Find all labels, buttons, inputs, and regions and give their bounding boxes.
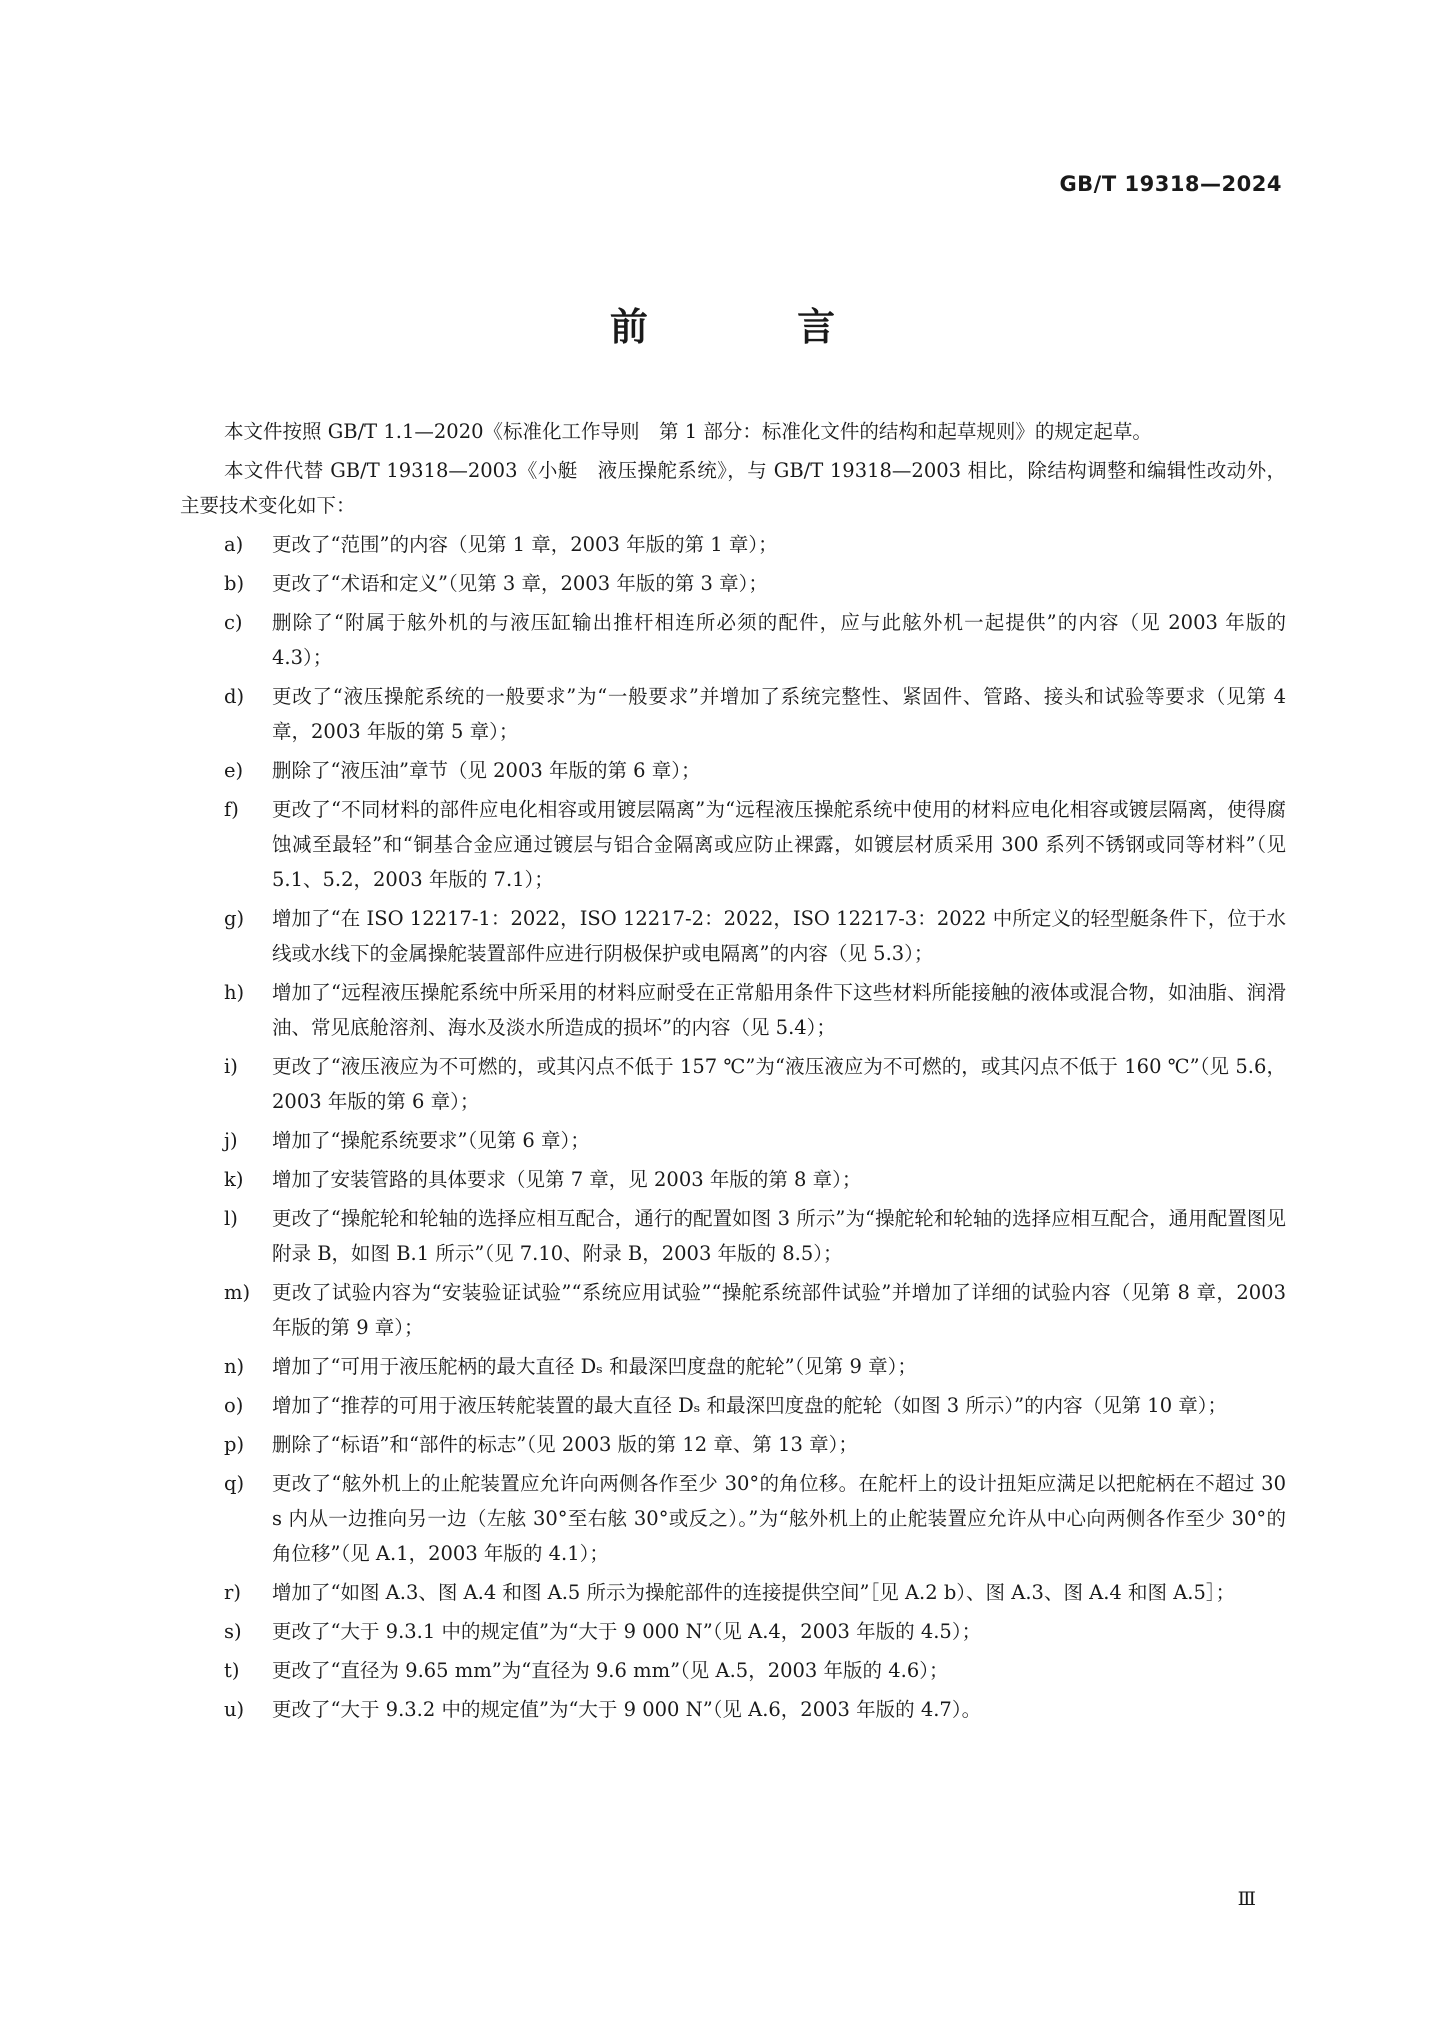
item-label: s) xyxy=(224,1620,242,1643)
list-item xyxy=(180,1575,1286,1610)
item-label: c) xyxy=(224,611,243,634)
item-text: 删除了“标语”和“部件的标志”（见 2003 版的第 12 章、第 13 章）； xyxy=(272,1433,858,1456)
page-title: 前 言 xyxy=(609,305,904,349)
page-number: Ⅲ xyxy=(1237,1888,1257,1910)
list-item xyxy=(180,792,1286,897)
item-label: k) xyxy=(224,1168,244,1191)
item-text: 更改了“操舵轮和轮轴的选择应相互配合，通行的配置如图 3 所示”为“操舵轮和轮轴的选择应相互配合，通用配置图见附录 B，如图 B.1 所示”（见 7.10、附录 B，2003 年版的 8.5）； xyxy=(272,1207,1286,1265)
item-label: t) xyxy=(224,1659,240,1682)
item-text: 增加了“如图 A.3、图 A.4 和图 A.5 所示为操舵部件的连接提供空间”［见 A.2 b）、图 A.3、图 A.4 和图 A.5］； xyxy=(272,1581,1236,1604)
item-label: u) xyxy=(224,1698,245,1721)
item-text: 更改了“大于 9.3.2 中的规定值”为“大于 9 000 N”（见 A.6，2003 年版的 4.7）。 xyxy=(272,1698,982,1721)
foreword-body xyxy=(180,414,1286,1731)
item-label: n) xyxy=(224,1355,245,1378)
item-label: p) xyxy=(224,1433,245,1456)
list-item xyxy=(180,753,1286,788)
list-item xyxy=(180,1614,1286,1649)
list-item xyxy=(180,527,1286,562)
paragraph-replacement: 本文件代替 GB/T 19318—2003《小艇 液压操舵系统》，与 GB/T 19318—2003 相比，除结构调整和编辑性改动外，主要技术变化如下： xyxy=(180,459,1286,517)
item-label: m) xyxy=(224,1281,251,1304)
item-text: 更改了“范围”的内容（见第 1 章，2003 年版的第 1 章）； xyxy=(272,533,778,556)
item-text: 增加了“在 ISO 12217-1：2022，ISO 12217-2：2022，ISO 12217-3：2022 中所定义的轻型艇条件下，位于水线或水线下的金属操舵装置部件应进行阴极保护或电隔离”的内容（见 5.3）； xyxy=(272,907,1286,965)
item-text: 删除了“液压油”章节（见 2003 年版的第 6 章）； xyxy=(272,759,701,782)
item-text: 更改了“直径为 9.65 mm”为“直径为 9.6 mm”（见 A.5，2003 年版的 4.6）； xyxy=(272,1659,949,1682)
item-text: 更改了“液压液应为不可燃的，或其闪点不低于 157 ℃”为“液压液应为不可燃的，或其闪点不低于 160 ℃”（见 5.6，2003 年版的第 6 章）； xyxy=(272,1055,1286,1113)
list-item xyxy=(180,1653,1286,1688)
list-item xyxy=(180,1162,1286,1197)
item-label: r) xyxy=(224,1581,241,1604)
item-text: 增加了安装管路的具体要求（见第 7 章，见 2003 年版的第 8 章）； xyxy=(272,1168,862,1191)
list-item xyxy=(180,605,1286,675)
list-item xyxy=(180,1123,1286,1158)
item-text: 增加了“远程液压操舵系统中所采用的材料应耐受在正常船用条件下这些材料所能接触的液体或混合物，如油脂、润滑油、常见底舱溶剂、海水及淡水所造成的损坏”的内容（见 5.4）； xyxy=(272,981,1286,1039)
item-text: 更改了“大于 9.3.1 中的规定值”为“大于 9 000 N”（见 A.4，2003 年版的 4.5）； xyxy=(272,1620,982,1643)
item-label: j) xyxy=(224,1129,238,1152)
item-text: 更改了“术语和定义”（见第 3 章，2003 年版的第 3 章）； xyxy=(272,572,768,595)
list-item xyxy=(180,1201,1286,1271)
list-item xyxy=(180,679,1286,749)
item-text: 更改了“舷外机上的止舵装置应允许向两侧各作至少 30°的角位移。在舵杆上的设计扭矩应满足以把舵柄在不超过 30 s 内从一边推向另一边（左舷 30°至右舷 30°或反之）。”为“舷外机上的止舵装置应允许从中心向两侧各作至少 30°的角位移”（见 A.1，2003 年版的 4.1）； xyxy=(272,1472,1286,1565)
standard-code: GB/T 19318—2024 xyxy=(1059,172,1282,196)
list-item xyxy=(180,1466,1286,1571)
item-label: f) xyxy=(224,798,239,821)
list-item xyxy=(180,1349,1286,1384)
list-item xyxy=(180,1275,1286,1345)
item-label: o) xyxy=(224,1394,244,1417)
item-label: q) xyxy=(224,1472,245,1495)
list-item xyxy=(180,1049,1286,1119)
list-item xyxy=(180,975,1286,1045)
item-label: i) xyxy=(224,1055,238,1078)
item-text: 更改了试验内容为“安装验证试验”“系统应用试验”“操舵系统部件试验”并增加了详细的试验内容（见第 8 章，2003 年版的第 9 章）； xyxy=(272,1281,1286,1339)
paragraph-drafting-rules: 本文件按照 GB/T 1.1—2020《标准化工作导则 第 1 部分：标准化文件的结构和起草规则》的规定起草。 xyxy=(224,420,1152,443)
list-item xyxy=(180,1427,1286,1462)
item-label: l) xyxy=(224,1207,238,1230)
item-label: g) xyxy=(224,907,245,930)
change-list xyxy=(180,527,1286,1727)
item-label: a) xyxy=(224,533,244,556)
item-label: e) xyxy=(224,759,244,782)
list-item xyxy=(180,1388,1286,1423)
item-text: 删除了“附属于舷外机的与液压缸输出推杆相连所必须的配件，应与此舷外机一起提供”的内容（见 2003 年版的 4.3）； xyxy=(272,611,1286,669)
item-label: b) xyxy=(224,572,245,595)
item-text: 更改了“不同材料的部件应电化相容或用镀层隔离”为“远程液压操舵系统中使用的材料应电化相容或镀层隔离，使得腐蚀减至最轻”和“铜基合金应通过镀层与铝合金隔离或应防止裸露，如镀层材质采用 300 系列不锈钢或同等材料”（见 5.1、5.2，2003 年版的 7.1）； xyxy=(272,798,1286,891)
list-item xyxy=(180,901,1286,971)
item-text: 增加了“操舵系统要求”（见第 6 章）； xyxy=(272,1129,590,1152)
item-label: d) xyxy=(224,685,245,708)
list-item xyxy=(180,1692,1286,1727)
item-text: 更改了“液压操舵系统的一般要求”为“一般要求”并增加了系统完整性、紧固件、管路、接头和试验等要求（见第 4 章，2003 年版的第 5 章）； xyxy=(272,685,1286,743)
item-text: 增加了“可用于液压舵柄的最大直径 Dₛ 和最深凹度盘的舵轮”（见第 9 章）； xyxy=(272,1355,917,1378)
item-text: 增加了“推荐的可用于液压转舵装置的最大直径 Dₛ 和最深凹度盘的舵轮（如图 3 所示）”的内容（见第 10 章）； xyxy=(272,1394,1228,1417)
item-label: h) xyxy=(224,981,245,1004)
list-item xyxy=(180,566,1286,601)
